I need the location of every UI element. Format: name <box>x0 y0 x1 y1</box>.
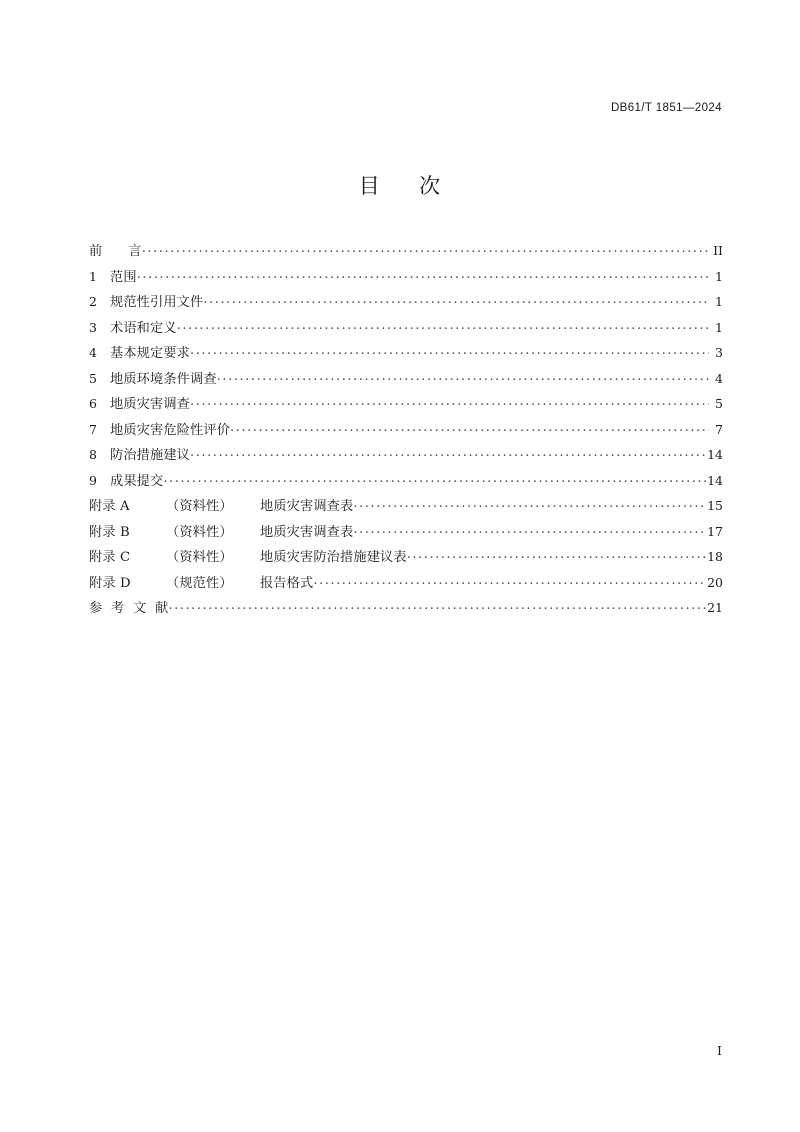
toc-entry-label: 报告格式 <box>260 575 314 591</box>
toc-dot-leader <box>177 319 709 332</box>
toc-entry[interactable] <box>89 266 723 292</box>
toc-dot-leader <box>203 293 709 306</box>
page-title: 目 次 <box>358 174 442 198</box>
toc-annex-nature: （资料性） <box>166 499 233 514</box>
standard-number: DB61/T 1851—2024 <box>610 102 722 114</box>
toc-entry-page: 20 <box>707 574 723 590</box>
toc-entry[interactable] <box>89 597 723 623</box>
toc-entry-page: 17 <box>707 523 723 539</box>
toc-annex-nature: （资料性） <box>166 524 233 540</box>
toc-entry-number: 8 <box>89 447 97 462</box>
toc-entry-label: 前 言 <box>89 244 142 259</box>
toc-entry[interactable] <box>89 368 723 394</box>
toc-dot-leader <box>353 523 706 536</box>
toc-annex-id: 附录 B <box>89 524 130 540</box>
toc-entry-number: 1 <box>89 268 97 284</box>
toc-entry-number: 6 <box>89 396 97 411</box>
toc-entry[interactable] <box>89 291 723 317</box>
toc-entry-page: 18 <box>707 549 723 564</box>
toc-entry[interactable] <box>89 240 723 266</box>
toc-entry-label: 地质灾害防治措施建议表 <box>260 550 407 565</box>
toc-entry-page: 1 <box>715 319 723 335</box>
toc-entry-label: 规范性引用文件 <box>110 295 204 310</box>
toc-entry-page: 21 <box>707 600 723 615</box>
toc-entry-label: 地质灾害调查 <box>110 397 191 412</box>
toc-dot-leader <box>168 599 706 612</box>
toc-annex-nature: （资料性） <box>166 550 233 565</box>
toc-annex-id: 附录 A <box>89 499 130 514</box>
toc-dot-leader <box>190 395 709 408</box>
toc-dot-leader <box>313 574 706 587</box>
toc-entry[interactable] <box>89 470 723 496</box>
toc-entry[interactable] <box>89 521 723 547</box>
toc-dot-leader <box>353 497 706 510</box>
toc-entry[interactable] <box>89 495 723 521</box>
toc-entry-page: 15 <box>707 498 723 513</box>
toc-entry-label: 地质环境条件调查 <box>110 371 217 387</box>
toc-entry-page: 5 <box>715 396 723 411</box>
footer-page-number: I <box>717 1043 722 1058</box>
toc-dot-leader <box>217 370 709 383</box>
toc-annex-id: 附录 C <box>89 550 131 565</box>
table-of-contents <box>89 240 723 623</box>
toc-entry-label: 地质灾害调查表 <box>260 499 354 514</box>
toc-annex-id: 附录 D <box>89 575 131 591</box>
running-header <box>80 96 722 114</box>
toc-entry-label: 范围 <box>110 269 137 285</box>
toc-entry[interactable] <box>89 342 723 368</box>
toc-entry-page: 14 <box>707 472 723 488</box>
toc-entry-number: 3 <box>89 319 97 335</box>
toc-entry-label: 地质灾害调查表 <box>260 524 354 540</box>
toc-entry-page: 4 <box>715 370 723 386</box>
toc-entry-label: 地质灾害危险性评价 <box>110 422 231 438</box>
toc-entry[interactable] <box>89 419 723 445</box>
toc-entry-label: 基本规定要求 <box>110 346 191 361</box>
toc-entry[interactable] <box>89 546 723 572</box>
toc-entry-label: 成果提交 <box>110 473 164 489</box>
toc-entry-page: 7 <box>715 421 723 437</box>
toc-entry-label: 参 考 文 献 <box>89 601 169 616</box>
toc-entry[interactable] <box>89 572 723 598</box>
toc-entry-page: 1 <box>715 268 723 284</box>
toc-entry-page: II <box>713 243 723 258</box>
toc-entry[interactable] <box>89 393 723 419</box>
page-footer <box>80 1040 722 1059</box>
toc-entry-number: 9 <box>89 472 97 488</box>
toc-dot-leader <box>137 268 709 281</box>
toc-entry-label: 术语和定义 <box>110 320 177 336</box>
toc-dot-leader <box>142 242 709 255</box>
toc-entry-label: 防治措施建议 <box>110 448 191 463</box>
toc-entry[interactable] <box>89 444 723 470</box>
toc-entry-number: 7 <box>89 421 97 437</box>
toc-dot-leader <box>163 472 706 485</box>
toc-entry-page: 3 <box>715 345 723 360</box>
toc-entry-page: 1 <box>715 294 723 309</box>
toc-entry[interactable] <box>89 317 723 343</box>
toc-annex-nature: （规范性） <box>166 575 233 591</box>
toc-dot-leader <box>407 548 706 561</box>
toc-dot-leader <box>230 421 709 434</box>
toc-entry-number: 4 <box>89 345 97 360</box>
toc-entry-number: 5 <box>89 370 97 386</box>
toc-entry-page: 14 <box>707 447 723 462</box>
toc-dot-leader <box>190 446 706 459</box>
toc-dot-leader <box>190 344 709 357</box>
toc-entry-number: 2 <box>89 294 97 309</box>
